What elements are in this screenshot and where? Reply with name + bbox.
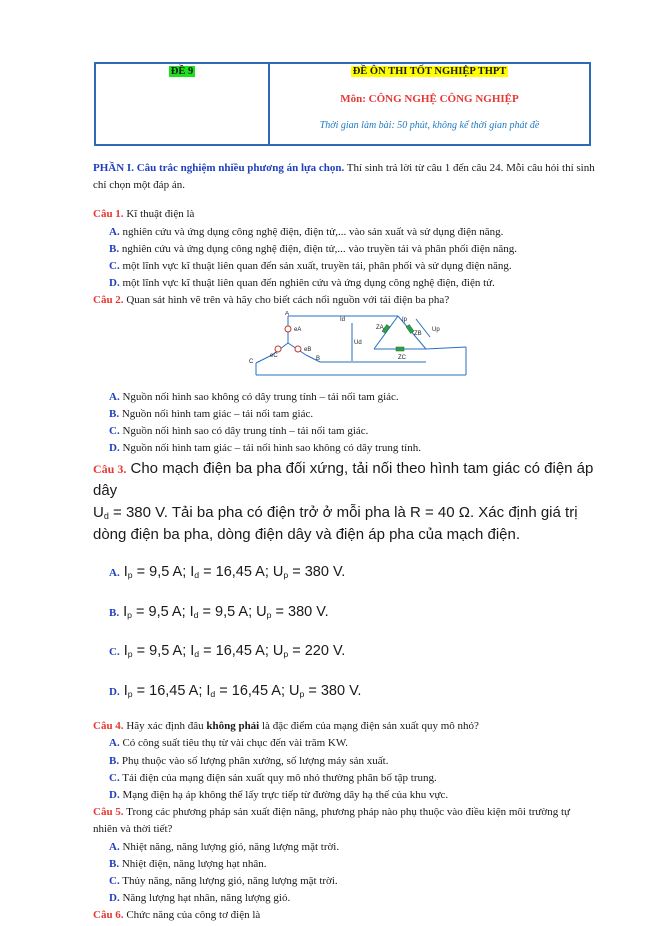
diagram-label-zb: ZB xyxy=(414,330,422,337)
question-3-option-c: C. $I_p = 9,5$ A; $I_d = 16,45$ A; $U_p = 220$ V. xyxy=(109,643,346,660)
exam-info-cell xyxy=(270,64,589,144)
question-3: Câu 3. Cho mạch điện ba pha đối xứng, tải nối theo hình tam giác có điện áp dây $U_d = 380$ V. Tải ba pha có điện trở ở mỗi pha là R = 40 Ω. Xác định giá trị dòng điện ba pha, dòng điện dây và điện áp pha của mạch điện. xyxy=(93,459,594,543)
diagram-label-ec: eC xyxy=(270,352,278,359)
exam-duration: Thời gian làm bài: 50 phút, không kể thời gian phát đề xyxy=(319,120,540,131)
question-1-option-a: A. nghiên cứu và ứng dụng công nghệ điện, điện tử,... vào sản xuất và sử dụng điện năng. xyxy=(109,225,504,238)
diagram-label-ip: Ip xyxy=(402,316,408,323)
question-5-option-c: C. Thủy năng, năng lượng gió, năng lượng mặt trời. xyxy=(109,874,338,887)
diagram-label-b: B xyxy=(316,355,321,362)
exam-subject: Môn: CÔNG NGHỆ CÔNG NGHIỆP xyxy=(340,93,519,105)
diagram-label-up: Up xyxy=(432,326,440,333)
question-2: Câu 2. Quan sát hình vẽ trên và hãy cho biết cách nối nguồn với tải điện ba pha? xyxy=(93,294,450,307)
question-3-option-d: D. $I_p = 16,45$ A; $I_d = 16,45$ A; $U_p = 380$ V. xyxy=(109,682,362,699)
question-2-option-b: B. Nguồn nối hình tam giác – tải nối tam giác. xyxy=(109,408,314,421)
part-one-heading: PHẦN I. Câu trắc nghiệm nhiều phương án lựa chọn. Thí sinh trả lời từ câu 1 đến câu 24. Mỗi câu hỏi thí sinh chỉ chọn một đáp án. xyxy=(93,162,595,192)
question-4-option-d: D. Mạng điện hạ áp không thể lấy trực tiếp từ đường dây hạ thế của khu vực. xyxy=(109,788,449,801)
question-1: Câu 1. Kĩ thuật điện là xyxy=(93,208,195,221)
question-5-option-a: A. Nhiệt năng, năng lượng gió, năng lượng mặt trời. xyxy=(109,840,340,853)
question-2-option-a: A. Nguồn nối hình sao không có dây trung tính – tải nối tam giác. xyxy=(109,390,399,403)
diagram-label-ea: eA xyxy=(294,326,302,333)
exam-content xyxy=(93,160,595,925)
question-1-option-b: B. nghiên cứu và ứng dụng công nghệ điện, điện tử,... vào truyền tải và phân phối điện năng. xyxy=(109,242,518,255)
exam-code: ĐỀ 9 xyxy=(170,66,194,77)
question-4-option-c: C. Tải điện của mạng điện sản xuất quy mô nhỏ thường phân bố tập trung. xyxy=(109,771,437,784)
diagram-label-eb: eB xyxy=(304,346,312,353)
question-1-option-c: C. một lĩnh vực kĩ thuật liên quan đến sản xuất, truyền tải, phân phối và sử dụng điện năng. xyxy=(109,260,512,273)
question-2-option-d: D. Nguồn nối hình tam giác – tải nối hình sao không có dây trung tính. xyxy=(109,442,421,455)
exam-code-cell xyxy=(96,64,270,144)
question-6: Câu 6. Chức năng của công tơ điện là xyxy=(93,909,261,922)
diagram-label-id: Id xyxy=(340,316,346,323)
diagram-label-za: ZA xyxy=(376,324,384,331)
question-3-option-b: B. $I_p = 9,5$ A; $I_d = 9,5$ A; $U_p = 380$ V. xyxy=(109,603,329,620)
question-5: Câu 5. Trong các phương pháp sản xuất điện năng, phương pháp nào phụ thuộc vào điều kiện môi trường tự nhiên và thời tiết? xyxy=(93,806,570,836)
three-phase-circuit-diagram xyxy=(248,311,478,381)
question-4: Câu 4. Hãy xác định đâu không phải là đặc điểm của mạng điện sản xuất quy mô nhỏ? xyxy=(93,720,479,733)
question-4-option-b: B. Phụ thuộc vào số lượng phân xưởng, số lượng máy sản xuất. xyxy=(109,754,389,767)
question-1-option-d: D. một lĩnh vực kĩ thuật liên quan đến nghiên cứu và ứng dụng công nghệ điện, điện tử. xyxy=(109,277,495,290)
diagram-label-a: A xyxy=(285,310,290,317)
diagram-label-c: C xyxy=(249,358,254,365)
question-4-option-a: A. Có công suất tiêu thụ từ vài chục đến vài trăm KW. xyxy=(109,737,348,750)
diagram-label-zc: ZC xyxy=(398,354,406,361)
question-5-option-d: D. Năng lượng hạt nhân, năng lượng gió. xyxy=(109,892,291,905)
diagram-label-ud: Ud xyxy=(354,339,362,346)
question-5-option-b: B. Nhiệt điện, năng lượng hạt nhân. xyxy=(109,857,267,870)
exam-title: ĐỀ ÔN THI TỐT NGHIỆP THPT xyxy=(352,66,507,77)
exam-header xyxy=(94,62,591,146)
question-3-option-a: A. $I_p = 9,5$ A; $I_d = 16,45$ A; $U_p = 380$ V. xyxy=(109,564,346,581)
question-2-option-c: C. Nguồn nối hình sao có dây trung tính – tải nối tam giác. xyxy=(109,425,369,438)
